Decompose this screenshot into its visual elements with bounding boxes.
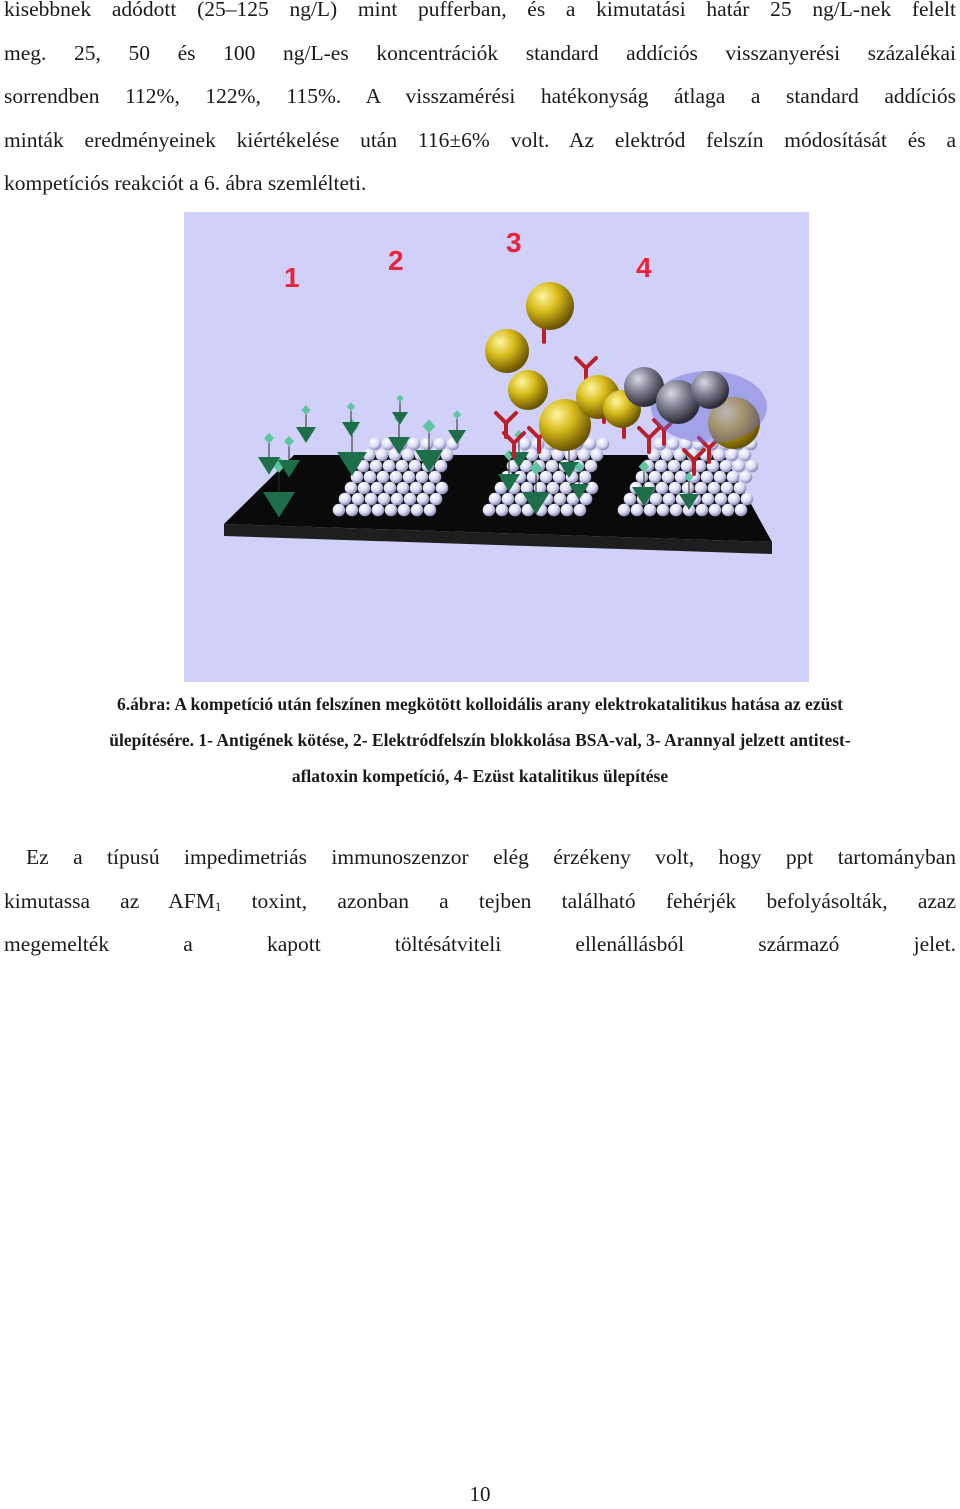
- bsa-sphere: [667, 438, 680, 451]
- bsa-sphere: [378, 493, 391, 506]
- bsa-sphere: [398, 504, 411, 517]
- gold-nanoparticle: [526, 282, 574, 330]
- text-line: kompetíciós reakciót a 6. ábra szemlélteti.: [4, 171, 367, 195]
- bsa-sphere: [365, 493, 378, 506]
- bsa-sphere: [670, 504, 683, 517]
- text-line: [4, 880, 956, 924]
- text-line: megemelték a kapott töltésátviteli ellenállásból származó jelet.: [4, 932, 956, 956]
- paragraph-top: [4, 0, 956, 206]
- caption-line: ülepítésére. 1- Antigének kötése, 2- Elektródfelszín blokkolása BSA-val, 3- Arannyal jelzett antitest-: [109, 730, 851, 750]
- bsa-sphere: [358, 482, 371, 495]
- bsa-sphere: [396, 460, 409, 473]
- bsa-sphere: [702, 493, 715, 506]
- text-line: Ez a típusú impedimetriás immunoszenzor elég érzékeny volt, hogy ppt tartományban: [26, 845, 956, 869]
- bsa-sphere: [430, 493, 443, 506]
- bsa-sphere: [540, 471, 553, 484]
- bsa-sphere: [649, 471, 662, 484]
- bsa-sphere: [561, 504, 574, 517]
- bsa-sphere: [741, 493, 754, 506]
- bsa-sphere: [553, 471, 566, 484]
- panel-label-1: 1: [284, 262, 300, 293]
- subscript: 1: [214, 898, 222, 914]
- bsa-sphere: [391, 493, 404, 506]
- bsa-sphere: [548, 504, 561, 517]
- bsa-sphere: [370, 460, 383, 473]
- bsa-sphere: [585, 460, 598, 473]
- bsa-sphere: [735, 504, 748, 517]
- bsa-sphere: [526, 449, 539, 462]
- bsa-sphere: [519, 438, 532, 451]
- bsa-sphere: [708, 482, 721, 495]
- bsa-sphere: [597, 438, 610, 451]
- bsa-sphere: [339, 493, 352, 506]
- bsa-sphere: [402, 449, 415, 462]
- paragraph-bottom: [4, 836, 956, 967]
- bsa-sphere: [631, 504, 644, 517]
- bsa-sphere: [733, 460, 746, 473]
- bsa-sphere: [554, 493, 567, 506]
- bsa-sphere: [496, 504, 509, 517]
- bsa-sphere: [701, 471, 714, 484]
- silver-particle: [691, 371, 729, 409]
- bsa-sphere: [371, 482, 384, 495]
- bsa-sphere: [364, 471, 377, 484]
- caption-line: 6.ábra: A kompetíció után felszínen megkötött kolloidális arany elektrokatalitikus hatása az ezüst: [117, 694, 843, 714]
- bsa-sphere: [377, 471, 390, 484]
- bsa-sphere: [668, 460, 681, 473]
- bsa-sphere: [489, 493, 502, 506]
- bsa-sphere: [714, 471, 727, 484]
- bsa-sphere: [429, 471, 442, 484]
- bsa-sphere: [740, 471, 753, 484]
- bsa-sphere: [746, 460, 759, 473]
- panel-label-3: 3: [506, 227, 522, 258]
- bsa-sphere: [423, 482, 436, 495]
- bsa-sphere: [715, 493, 728, 506]
- bsa-sphere: [359, 504, 372, 517]
- bsa-sphere: [403, 471, 416, 484]
- bsa-sphere: [376, 449, 389, 462]
- bsa-sphere: [436, 482, 449, 495]
- caption-line: aflatoxin kompetíció, 4- Ezüst katalitikus ülepítése: [291, 766, 669, 786]
- bsa-sphere: [502, 493, 515, 506]
- bsa-sphere: [695, 482, 708, 495]
- bsa-sphere: [722, 504, 735, 517]
- bsa-sphere: [409, 460, 422, 473]
- text-fragment: kimutassa az AFM: [4, 888, 215, 913]
- bsa-sphere: [727, 471, 740, 484]
- bsa-sphere: [385, 504, 398, 517]
- page-number: 10: [469, 1482, 491, 1506]
- bsa-sphere: [560, 482, 573, 495]
- bsa-sphere: [509, 504, 522, 517]
- bsa-sphere: [662, 471, 675, 484]
- bsa-sphere: [656, 482, 669, 495]
- bsa-sphere: [636, 471, 649, 484]
- bsa-sphere: [650, 493, 663, 506]
- bsa-sphere: [411, 504, 424, 517]
- bsa-sphere: [618, 504, 631, 517]
- bsa-sphere: [681, 460, 694, 473]
- bsa-sphere: [579, 471, 592, 484]
- bsa-sphere: [404, 493, 417, 506]
- bsa-sphere: [384, 482, 397, 495]
- bsa-sphere: [720, 460, 733, 473]
- bsa-sphere: [682, 482, 695, 495]
- bsa-sphere: [383, 460, 396, 473]
- bsa-sphere: [739, 449, 752, 462]
- bsa-sphere: [655, 460, 668, 473]
- bsa-sphere: [591, 449, 604, 462]
- bsa-sphere: [483, 504, 496, 517]
- bsa-sphere: [417, 493, 430, 506]
- text-line: meg. 25, 50 és 100 ng/L-es koncentrációk standard addíciós visszanyerési százalékai: [4, 40, 956, 65]
- figure-6-illustration: [184, 212, 809, 682]
- bsa-sphere: [435, 460, 448, 473]
- bsa-sphere: [578, 449, 591, 462]
- bsa-sphere: [657, 504, 670, 517]
- bsa-sphere: [390, 471, 403, 484]
- bsa-sphere: [661, 449, 674, 462]
- bsa-sphere: [397, 482, 410, 495]
- bsa-sphere: [546, 460, 559, 473]
- bsa-sphere: [624, 493, 637, 506]
- bsa-sphere: [345, 482, 358, 495]
- bsa-sphere: [574, 504, 587, 517]
- bsa-sphere: [416, 471, 429, 484]
- text-line: kisebbnek adódott (25–125 ng/L) mint pufferban, és a kimutatási határ 25 ng/L-nek felelt: [4, 0, 956, 21]
- bsa-sphere: [669, 482, 682, 495]
- bsa-sphere: [410, 482, 423, 495]
- bsa-sphere: [713, 449, 726, 462]
- bsa-sphere: [352, 493, 365, 506]
- bsa-sphere: [424, 504, 437, 517]
- gold-nanoparticle: [485, 329, 529, 373]
- bsa-sphere: [734, 482, 747, 495]
- bsa-sphere: [408, 438, 421, 451]
- bsa-sphere: [421, 438, 434, 451]
- bsa-sphere: [586, 482, 599, 495]
- figure-caption: [30, 686, 930, 794]
- bsa-sphere: [644, 504, 657, 517]
- bsa-sphere: [369, 438, 382, 451]
- text-fragment: toxint, azonban a tejben található fehérjék befolyásolták, azaz: [221, 888, 957, 913]
- text-line: minták eredményeinek kiértékelése után 116±6% volt. Az elektród felszín módosítását és a: [4, 127, 956, 152]
- bsa-sphere: [333, 504, 346, 517]
- bsa-sphere: [372, 504, 385, 517]
- bsa-sphere: [663, 493, 676, 506]
- bsa-sphere: [709, 504, 722, 517]
- panel-label-2: 2: [388, 245, 404, 276]
- bsa-sphere: [721, 482, 734, 495]
- bsa-sphere: [728, 493, 741, 506]
- bsa-sphere: [434, 438, 447, 451]
- panel-label-4: 4: [636, 252, 652, 283]
- gold-nanoparticle: [508, 370, 548, 410]
- bsa-sphere: [346, 504, 359, 517]
- text-line: sorrendben 112%, 122%, 115%. A visszamérési hatékonyság átlaga a standard addíciós: [4, 84, 956, 108]
- bsa-sphere: [726, 449, 739, 462]
- bsa-sphere: [696, 504, 709, 517]
